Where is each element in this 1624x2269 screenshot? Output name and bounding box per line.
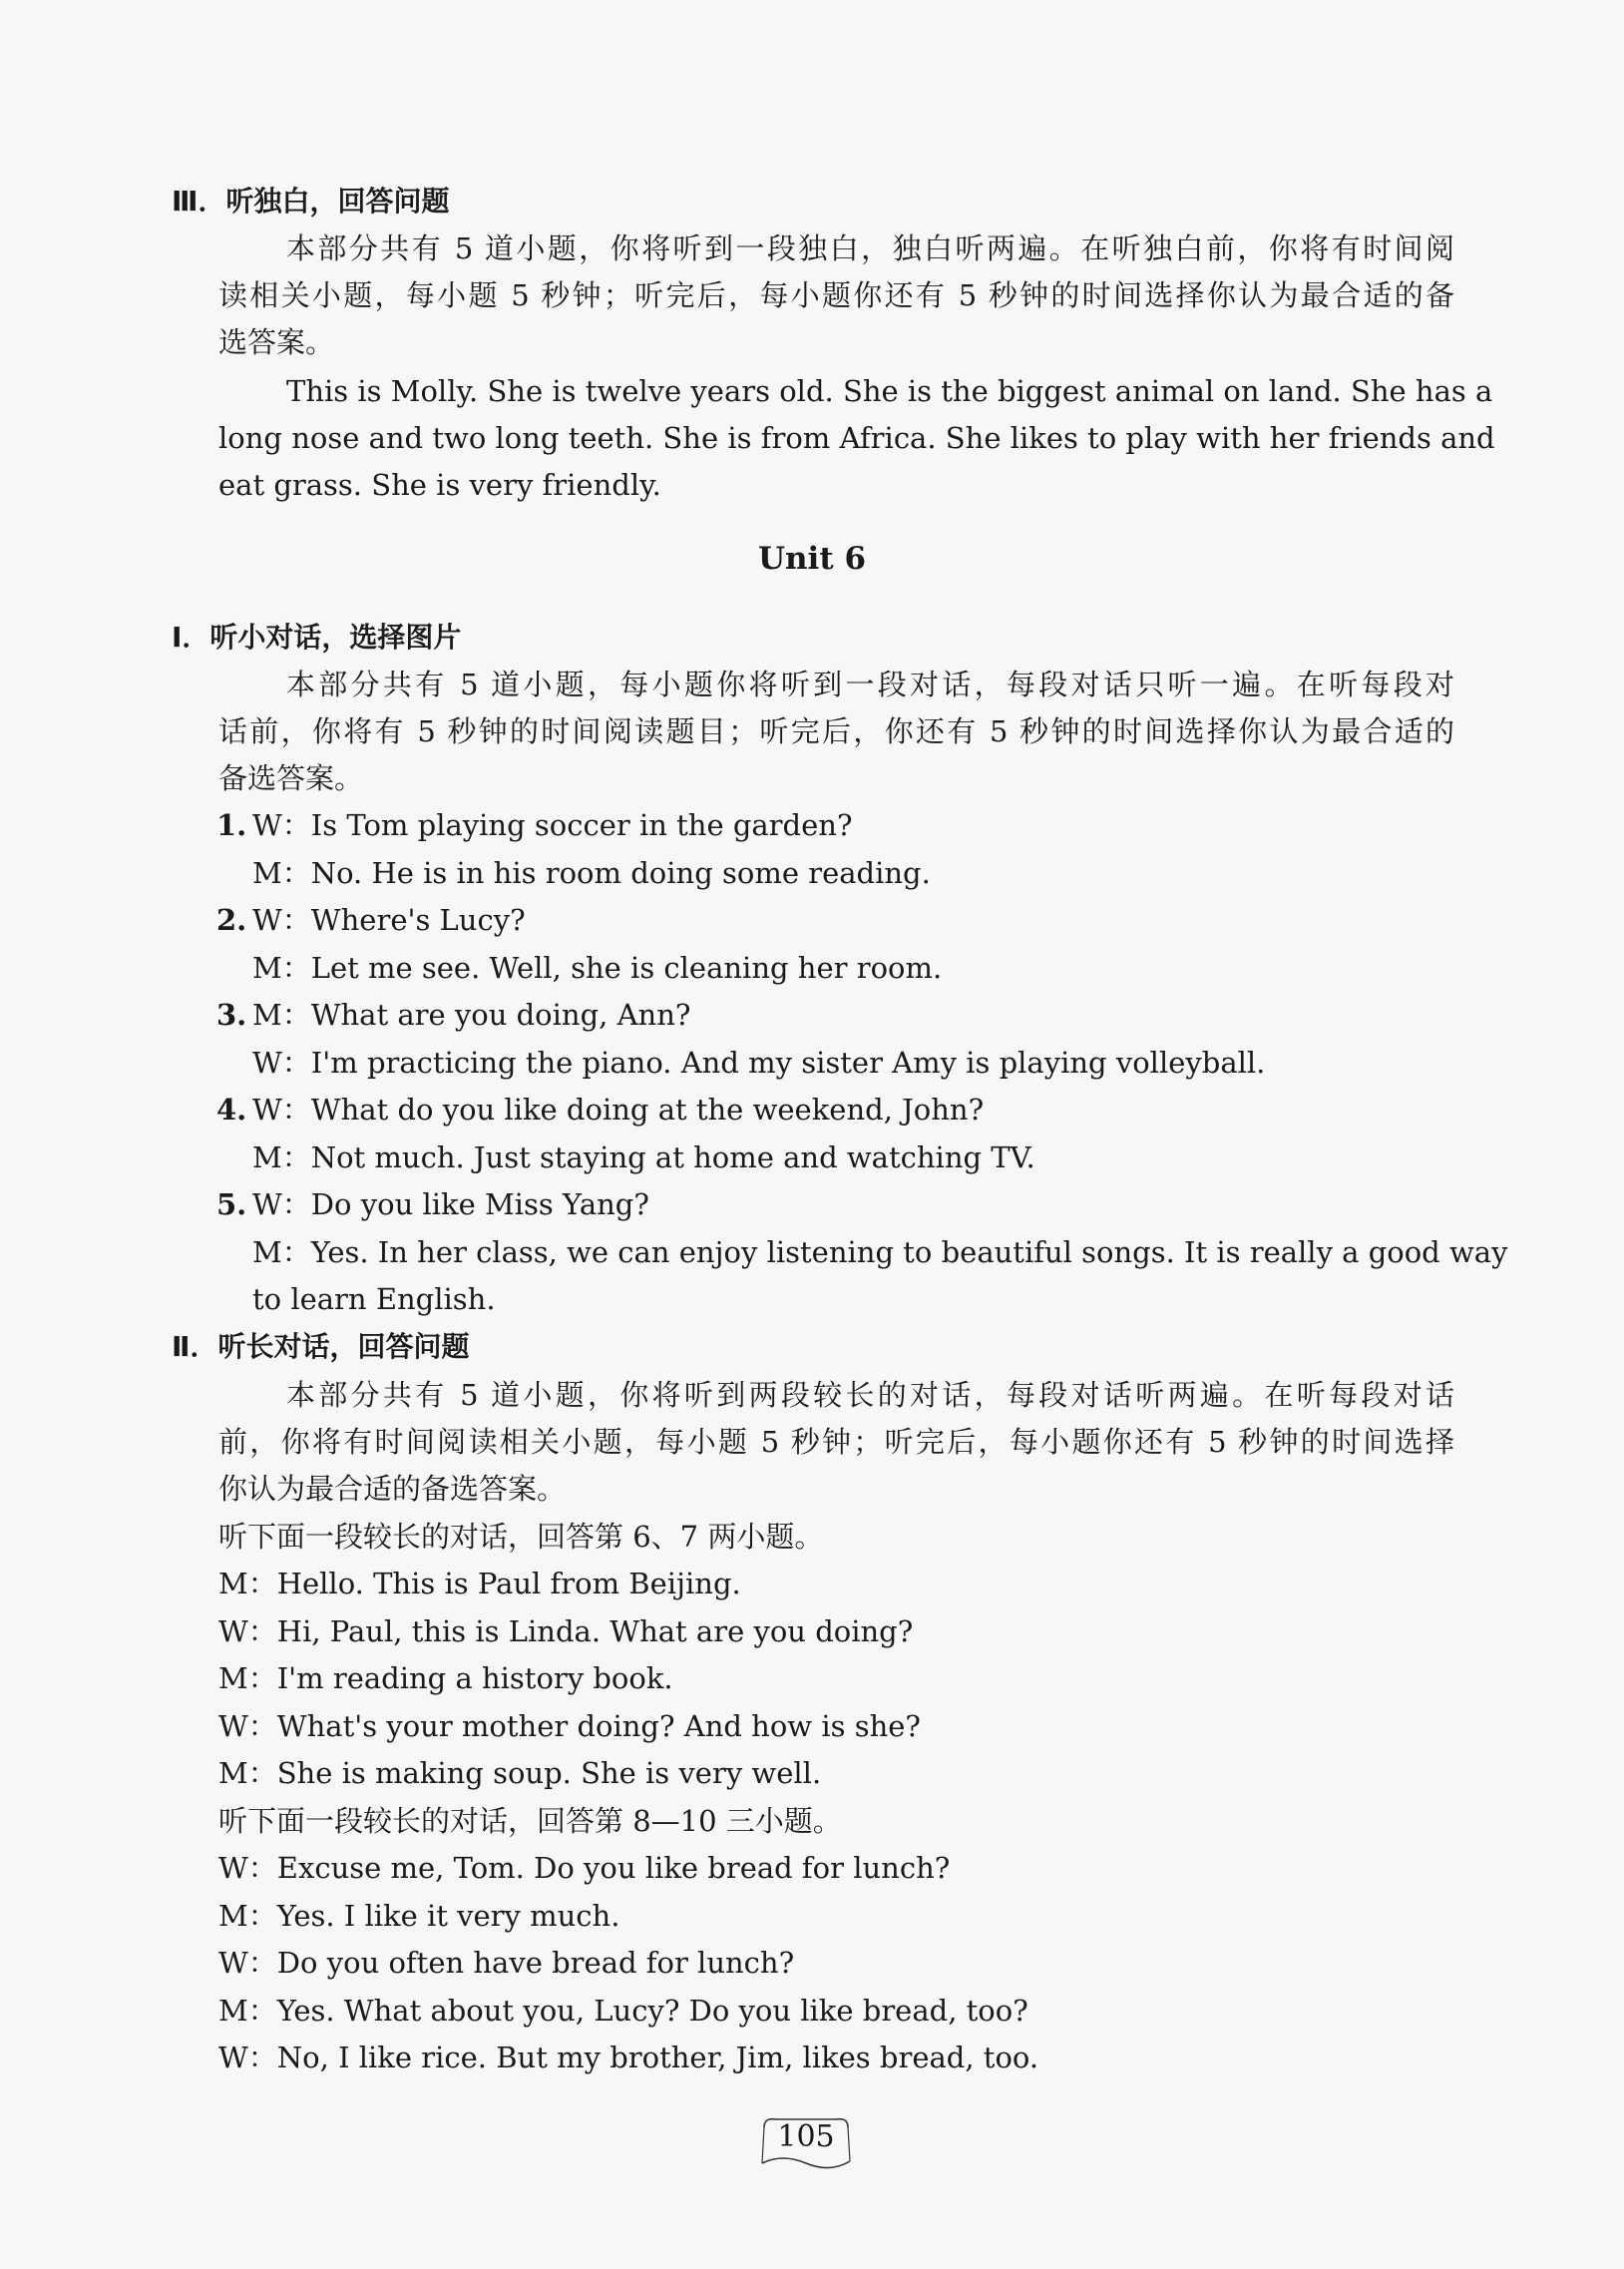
instruction-line: 本部分共有 5 道小题，你将听到一段独白，独白听两遍。在听独白前，你将有时间阅 [286,231,1454,265]
instruction-line: 选答案。 [218,325,335,359]
dialogue-number: 4. [216,1093,247,1127]
dialogue-number: 1. [216,808,247,842]
dialogue-line: M：Yes. In her class, we can enjoy listening to beautiful songs. It is really a good way [252,1235,1508,1269]
dialogue-line: W：Do you like Miss Yang? [252,1187,649,1221]
dialogue-number: 5. [216,1187,247,1221]
dialogue-line: M：What are you doing, Ann? [252,998,691,1032]
monologue-line: long nose and two long teeth. She is from Africa. She likes to play with her friends and [218,421,1495,455]
conversation-line: M：She is making soup. She is very well. [218,1756,822,1790]
conversation-line: W：Hi, Paul, this is Linda. What are you doing? [218,1614,914,1648]
conversation-line: W：Excuse me, Tom. Do you like bread for lunch? [218,1851,951,1885]
unit-title: Unit 6 [757,541,867,577]
instruction-line: 前，你将有时间阅读相关小题，每小题 5 秒钟；听完后，每小题你还有 5 秒钟的时间选择 [218,1425,1454,1459]
monologue-line: eat grass. She is very friendly. [218,468,661,502]
dialogue-line: to learn English. [252,1282,496,1316]
conversation-intro: 听下面一段较长的对话，回答第 6、7 两小题。 [218,1520,824,1554]
conversation-line: W：What's your mother doing? And how is she? [218,1709,921,1743]
page-number: 105 [777,2119,835,2154]
dialogue-line: M：Let me see. Well, she is cleaning her room. [252,951,943,985]
conversation-line: W：Do you often have bread for lunch? [218,1946,795,1980]
dialogue-line: M：Not much. Just staying at home and watching TV. [252,1140,1035,1174]
section-heading-short-dialogues: Ⅰ．听小对话，选择图片 [172,621,462,654]
dialogue-number: 3. [216,998,247,1032]
instruction-line: 本部分共有 5 道小题，每小题你将听到一段对话，每段对话只听一遍。在听每段对 [286,668,1454,701]
dialogue-line: W：What do you like doing at the weekend, John? [252,1093,985,1127]
page-number-ornament [758,2113,854,2173]
instruction-line: 备选答案。 [218,761,364,795]
dialogue-number: 2. [216,903,247,937]
section-heading-long-dialogues: Ⅱ．听长对话，回答问题 [172,1330,470,1363]
instruction-line: 读相关小题，每小题 5 秒钟；听完后，每小题你还有 5 秒钟的时间选择你认为最合适的备 [218,278,1454,312]
instruction-line: 你认为最合适的备选答案。 [218,1472,567,1506]
instruction-line: 本部分共有 5 道小题，你将听到两段较长的对话，每段对话听两遍。在听每段对话 [286,1378,1454,1412]
section-heading-monologue: Ⅲ．听独白，回答问题 [172,185,450,218]
conversation-intro: 听下面一段较长的对话，回答第 8—10 三小题。 [218,1804,842,1838]
instruction-line: 话前，你将有 5 秒钟的时间阅读题目；听完后，你还有 5 秒钟的时间选择你认为最合适的 [218,714,1454,748]
dialogue-line: W：Is Tom playing soccer in the garden? [252,808,853,842]
conversation-line: M：Yes. What about you, Lucy? Do you like bread, too? [218,1994,1028,2028]
monologue-line: This is Molly. She is twelve years old. She is the biggest animal on land. She has a [286,374,1493,408]
conversation-line: W：No, I like rice. But my brother, Jim, likes bread, too. [218,2041,1039,2074]
dialogue-line: W：I'm practicing the piano. And my sister Amy is playing volleyball. [252,1046,1266,1080]
dialogue-line: W：Where's Lucy? [252,903,526,937]
conversation-line: M：Yes. I like it very much. [218,1899,620,1933]
dialogue-line: M：No. He is in his room doing some reading. [252,856,931,890]
conversation-line: M：I'm reading a history book. [218,1661,673,1695]
conversation-line: M：Hello. This is Paul from Beijing. [218,1567,741,1600]
